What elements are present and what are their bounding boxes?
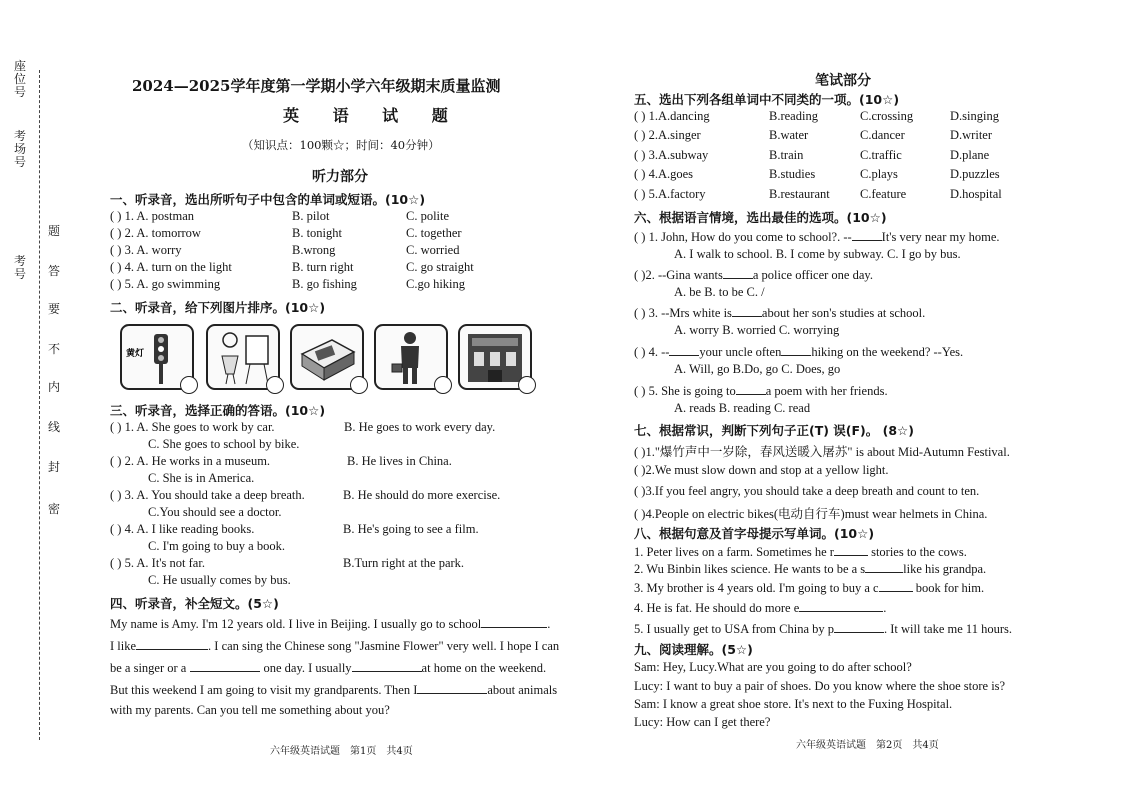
- answer-option-a: ( ) 1. A. She goes to work by car.: [110, 420, 275, 434]
- option-b: B. go fishing: [292, 277, 357, 291]
- spelling-item: 5. I usually get to USA from China by p . It will take me 11 hours.: [634, 622, 1012, 636]
- blank[interactable]: [669, 343, 699, 356]
- true-false-item: ( )3.If you feel angry, you should take a deep breath and count to ten.: [634, 484, 980, 498]
- seat-number-label: 座位号: [14, 59, 27, 99]
- word-option-b: B.train: [769, 148, 804, 162]
- word-option-d: D.hospital: [950, 187, 1002, 201]
- seal-char: 要: [48, 302, 61, 316]
- blank[interactable]: [190, 659, 260, 672]
- section-5-heading: 五、选出下列各组单词中不同类的一项。(10☆): [634, 92, 900, 107]
- word-option-d: D.puzzles: [950, 167, 1000, 181]
- answer-option-c: C.You should see a doctor.: [148, 505, 282, 519]
- blank[interactable]: [481, 615, 547, 628]
- word-option-c: C.traffic: [860, 148, 902, 162]
- situation-options: A. Will, go B.Do, go C. Does, go: [674, 362, 841, 376]
- answer-option-c: C. She is in America.: [148, 471, 255, 485]
- question-row: ( ) 1. A. postman: [110, 209, 195, 223]
- option-c: C. worried: [406, 243, 460, 257]
- exam-subtitle: 英 语 试 题: [283, 106, 462, 125]
- situation-question: ( )2. --Gina wants a police officer one day.: [634, 268, 873, 282]
- situation-options: A. be B. to be C. /: [674, 285, 765, 299]
- blank[interactable]: [799, 599, 883, 612]
- dialogue-line: Lucy: I want to buy a pair of shoes. Do you know where the shoe store is?: [634, 679, 1006, 693]
- section-7-heading: 七、根据常识，判断下列句子正(T) 误(F)。 (8☆): [634, 423, 914, 438]
- section-4-heading: 四、听录音，补全短文。(5☆): [110, 596, 279, 611]
- answer-option-c: C. She goes to school by bike.: [148, 437, 300, 451]
- exam-number-label: 考号: [14, 254, 27, 281]
- word-option-a: ( ) 3.A.subway: [634, 148, 709, 162]
- seal-char: 封: [48, 460, 61, 474]
- exam-info: （知识点：100颗☆；时间：40分钟）: [242, 138, 440, 152]
- seal-char: 不: [48, 342, 61, 356]
- seal-char: 题: [48, 224, 61, 238]
- option-c: C. together: [406, 226, 462, 240]
- answer-option-a: ( ) 2. A. He works in a museum.: [110, 454, 271, 468]
- word-option-d: D.singing: [950, 109, 999, 123]
- word-option-d: D.writer: [950, 128, 992, 142]
- spelling-item: 2. Wu Binbin likes science. He wants to be a s like his grandpa.: [634, 562, 987, 576]
- answer-circle[interactable]: [434, 376, 452, 394]
- word-option-a: ( ) 1.A.dancing: [634, 109, 710, 123]
- dialogue-line: Lucy: How can I get there?: [634, 715, 771, 729]
- option-b: B. turn right: [292, 260, 354, 274]
- situation-question: ( ) 1. John, How do you come to school?. -- It's very near my home.: [634, 230, 1000, 244]
- word-option-c: C.plays: [860, 167, 898, 181]
- option-b: B. tonight: [292, 226, 343, 240]
- seal-char: 答: [48, 264, 61, 278]
- blank[interactable]: [732, 304, 762, 317]
- seal-char: 线: [48, 420, 61, 434]
- question-row: ( ) 4. A. turn on the light: [110, 260, 232, 274]
- section-3-heading: 三、听录音，选择正确的答语。(10☆): [110, 403, 326, 418]
- word-option-b: B.restaurant: [769, 187, 830, 201]
- word-option-b: B.studies: [769, 167, 816, 181]
- word-option-a: ( ) 4.A.goes: [634, 167, 694, 181]
- spelling-item: 1. Peter lives on a farm. Sometimes he r stories to the cows.: [634, 545, 967, 559]
- option-c: C.go hiking: [406, 277, 466, 291]
- picture-5: [458, 324, 532, 390]
- section-9-heading: 九、阅读理解。(5☆): [634, 642, 753, 657]
- answer-option-a: ( ) 5. A. It's not far.: [110, 556, 205, 570]
- passage-line: My name is Amy. I'm 12 years old. I live in Beijing. I usually go to school .: [110, 617, 551, 631]
- pic1-text: 黄灯: [126, 349, 145, 359]
- passage-line: But this weekend I am going to visit my grandparents. Then I about animals: [110, 683, 558, 697]
- passage-line: be a singer or a one day. I usually at home on the weekend.: [110, 661, 547, 675]
- answer-option-b: B. He's going to see a film.: [343, 522, 479, 536]
- answer-option-b: B.Turn right at the park.: [343, 556, 465, 570]
- blank[interactable]: [417, 681, 487, 694]
- picture-2: [206, 324, 280, 390]
- option-b: B. pilot: [292, 209, 330, 223]
- blank[interactable]: [834, 620, 884, 633]
- blank[interactable]: [879, 579, 913, 592]
- section-1-heading: 一、听录音，选出所听句子中包含的单词或短语。(10☆): [110, 192, 426, 207]
- spelling-item: 3. My brother is 4 years old. I'm going to buy a c book for him.: [634, 581, 985, 595]
- situation-question: ( ) 4. -- your uncle often hiking on the weekend? --Yes.: [634, 345, 964, 359]
- word-option-a: ( ) 5.A.factory: [634, 187, 706, 201]
- answer-option-c: C. I'm going to buy a book.: [148, 539, 285, 553]
- situation-question: ( ) 3. --Mrs white is about her son's studies at school.: [634, 306, 926, 320]
- blank[interactable]: [352, 659, 422, 672]
- answer-option-b: B. He lives in China.: [347, 454, 452, 468]
- written-heading: 笔试部分: [815, 73, 871, 89]
- section-8-heading: 八、根据句意及首字母提示写单词。(10☆): [634, 526, 875, 541]
- answer-option-b: B. He goes to work every day.: [344, 420, 496, 434]
- passage-line: with my parents. Can you tell me something about you?: [110, 703, 390, 717]
- answer-circle[interactable]: [350, 376, 368, 394]
- blank[interactable]: [723, 266, 753, 279]
- situation-options: A. I walk to school. B. I come by subway. C. I go by bus.: [674, 247, 961, 261]
- blank[interactable]: [136, 637, 208, 650]
- exam-room-label: 考场号: [14, 129, 27, 169]
- dialogue-line: Sam: I know a great shoe store. It's next to the Fuxing Hospital.: [634, 697, 953, 711]
- answer-circle[interactable]: [180, 376, 198, 394]
- exam-title: 2024—2025学年度第一学期小学六年级期末质量监测: [132, 77, 501, 95]
- situation-options: A. reads B. reading C. read: [674, 401, 811, 415]
- page-footer: 六年级英语试题 第1页 共4页: [270, 746, 413, 757]
- word-option-b: B.reading: [769, 109, 818, 123]
- blank[interactable]: [781, 343, 811, 356]
- option-c: C. polite: [406, 209, 450, 223]
- blank[interactable]: [865, 560, 903, 573]
- true-false-item: ( )2.We must slow down and stop at a yellow light.: [634, 463, 889, 477]
- picture-1: [120, 324, 194, 390]
- word-option-a: ( ) 2.A.singer: [634, 128, 701, 142]
- section-6-heading: 六、根据语言情境，选出最佳的选项。(10☆): [634, 210, 887, 225]
- word-option-c: C.crossing: [860, 109, 914, 123]
- picture-3: [290, 324, 364, 390]
- situation-options: A. worry B. worried C. worrying: [674, 323, 840, 337]
- listening-heading: 听力部分: [312, 169, 368, 185]
- word-option-d: D.plane: [950, 148, 990, 162]
- passage-line: I like . I can sing the Chinese song "Jasmine Flower" very well. I hope I can: [110, 639, 560, 653]
- true-false-item: ( )1."爆竹声中一岁除，春风送暖入屠苏" is about Mid-Autumn Festival.: [634, 445, 1010, 459]
- page-footer: 六年级英语试题 第2页 共4页: [796, 740, 939, 751]
- word-option-c: C.feature: [860, 187, 907, 201]
- blank[interactable]: [834, 543, 868, 556]
- true-false-item: ( )4.People on electric bikes(电动自行车)must wear helmets in China.: [634, 507, 988, 521]
- seal-char: 内: [48, 380, 61, 394]
- question-row: ( ) 3. A. worry: [110, 243, 182, 257]
- word-option-b: B.water: [769, 128, 809, 142]
- option-c: C. go straight: [406, 260, 474, 274]
- answer-circle[interactable]: [266, 376, 284, 394]
- answer-circle[interactable]: [518, 376, 536, 394]
- picture-4: [374, 324, 448, 390]
- answer-option-b: B. He should do more exercise.: [343, 488, 501, 502]
- blank[interactable]: [736, 382, 766, 395]
- dialogue-line: Sam: Hey, Lucy.What are you going to do after school?: [634, 660, 912, 674]
- answer-option-c: C. He usually comes by bus.: [148, 573, 291, 587]
- option-b: B.wrong: [292, 243, 336, 257]
- question-row: ( ) 2. A. tomorrow: [110, 226, 201, 240]
- binding-line: [39, 70, 40, 740]
- answer-option-a: ( ) 3. A. You should take a deep breath.: [110, 488, 305, 502]
- answer-option-a: ( ) 4. A. I like reading books.: [110, 522, 255, 536]
- word-option-c: C.dancer: [860, 128, 905, 142]
- seal-char: 密: [48, 502, 61, 516]
- spelling-item: 4. He is fat. He should do more e .: [634, 601, 887, 615]
- question-row: ( ) 5. A. go swimming: [110, 277, 221, 291]
- blank[interactable]: [852, 228, 882, 241]
- section-2-heading: 二、听录音，给下列图片排序。(10☆): [110, 300, 326, 315]
- situation-question: ( ) 5. She is going to a poem with her friends.: [634, 384, 888, 398]
